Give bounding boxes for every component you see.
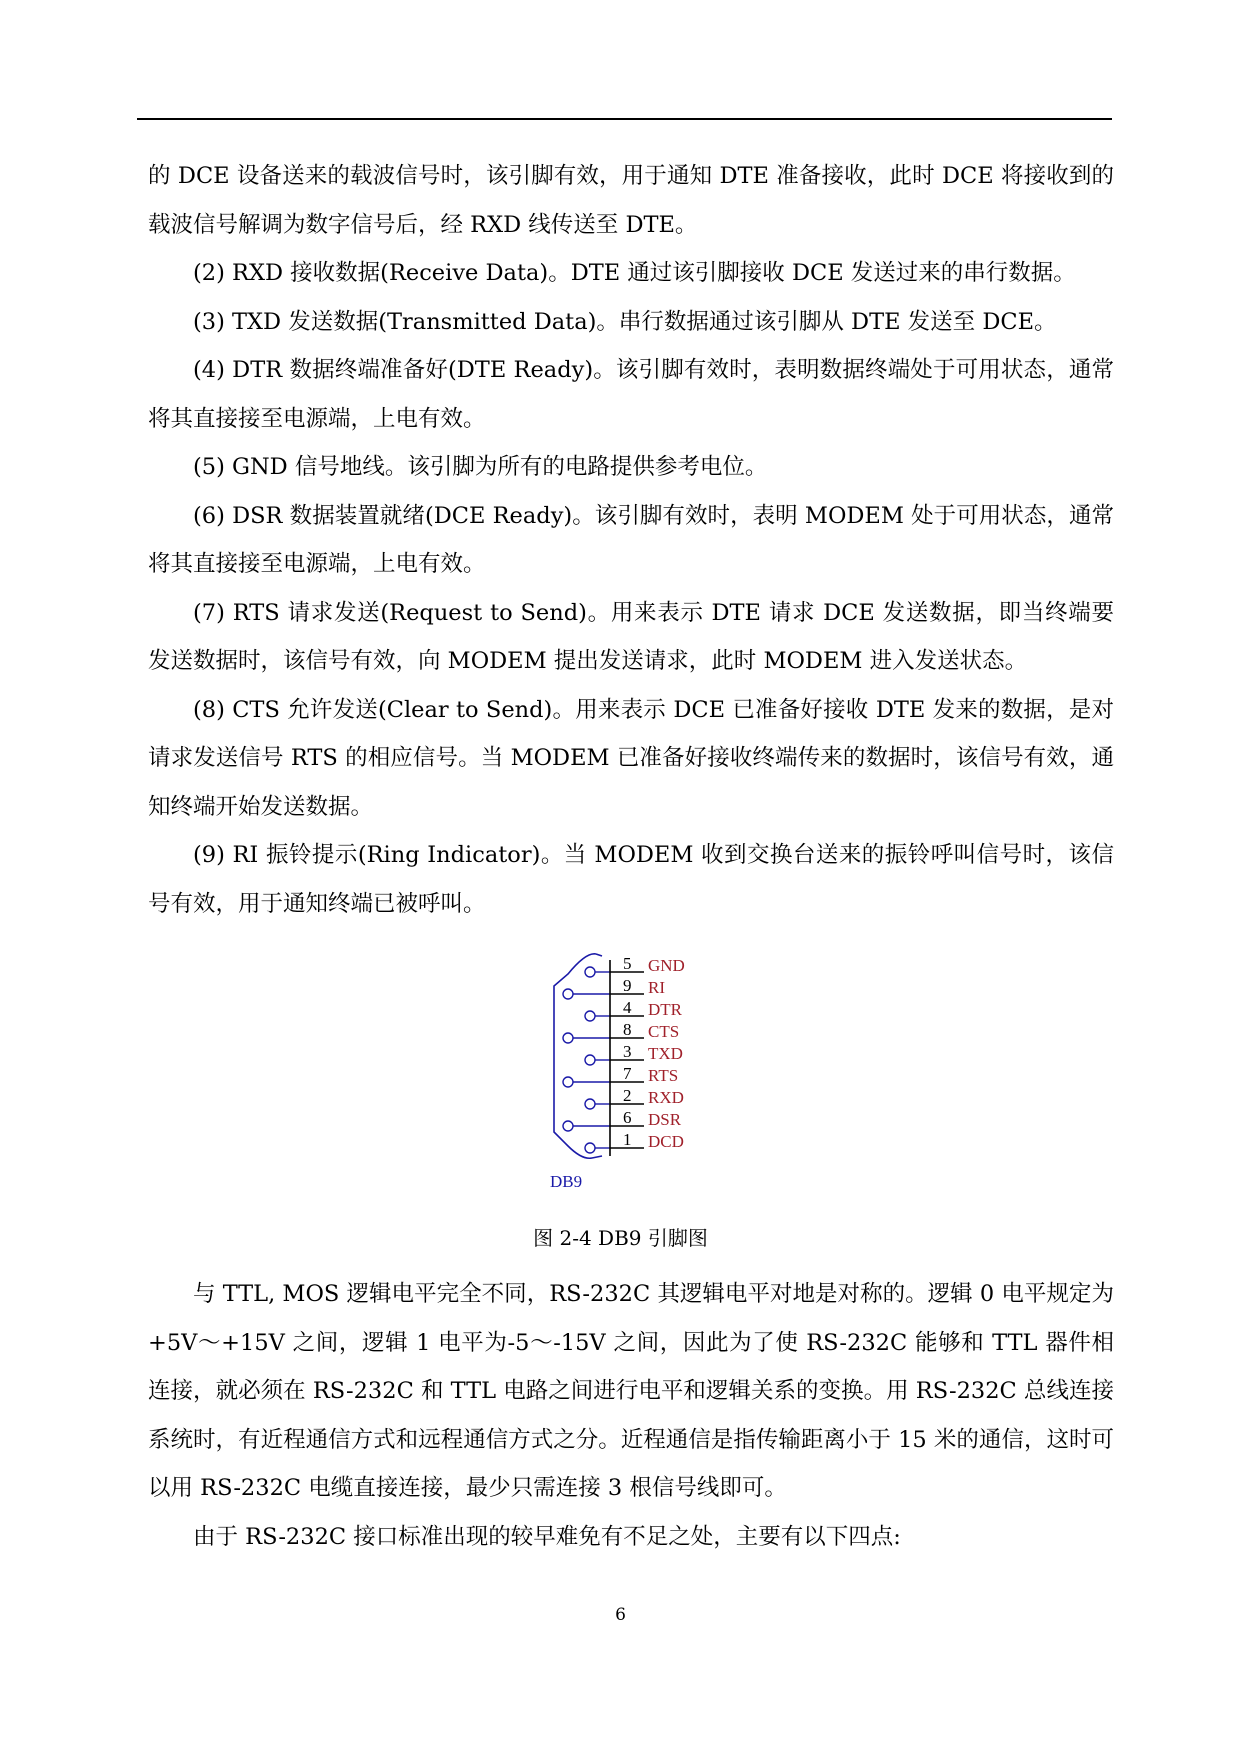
pin-circle: [563, 1077, 573, 1087]
body-text-bottom: [148, 1270, 1114, 1561]
pin-signal-label: DSR: [648, 1110, 682, 1129]
pin-signal-label: RXD: [648, 1088, 684, 1107]
pin-signal-label: TXD: [648, 1044, 683, 1063]
paragraph: 由于 RS-232C 接口标准出现的较早难免有不足之处，主要有以下四点:: [193, 1523, 901, 1550]
pin-number: 9: [623, 976, 632, 995]
pin-signal-label: RI: [648, 978, 665, 997]
pin-signal-label: DCD: [648, 1132, 684, 1151]
paragraph: 与 TTL, MOS 逻辑电平完全不同，RS-232C 其逻辑电平对地是对称的。逻辑 0 电平规定为+5V～+15V 之间，逻辑 1 电平为-5～-15V 之间，因此为了使 RS-232C 能够和 TTL 器件相连接，就必须在 RS-232C 和 TTL 电路之间进行电平和逻辑关系的变换。用 RS-232C 总线连接系统时，有近程通信方式和远程通信方式之分。近程通信是指传输距离小于 15 米的通信，这时可以用 RS-232C 电缆直接连接，最少只需连接 3 根信号线即可。: [148, 1281, 1114, 1501]
pin-circle: [585, 1099, 595, 1109]
pin-signal-label: RTS: [648, 1066, 679, 1085]
db9-figure: [548, 950, 708, 1210]
paragraph: (2) RXD 接收数据(Receive Data)。DTE 通过该引脚接收 DCE 发送过来的串行数据。: [193, 260, 1076, 286]
pin-number: 8: [623, 1020, 632, 1039]
pin-circle: [585, 1143, 595, 1153]
pin-circle: [563, 1121, 573, 1131]
pin-number: 1: [623, 1130, 632, 1149]
pin-circle: [585, 1011, 595, 1021]
paragraph: (8) CTS 允许发送(Clear to Send)。用来表示 DCE 已准备好接收 DTE 发来的数据，是对请求发送信号 RTS 的相应信号。当 MODEM 已准备好接收终端传来的数据时，该信号有效，通知终端开始发送数据。: [148, 696, 1114, 820]
pin-signal-label: CTS: [648, 1022, 680, 1041]
paragraph: (4) DTR 数据终端准备好(DTE Ready)。该引脚有效时，表明数据终端处于可用状态，通常将其直接接至电源端，上电有效。: [148, 357, 1114, 432]
paragraph: 的 DCE 设备送来的载波信号时，该引脚有效，用于通知 DTE 准备接收，此时 DCE 将接收到的载波信号解调为数字信号后，经 RXD 线传送至 DTE。: [148, 163, 1114, 238]
connector-label: DB9: [550, 1172, 583, 1191]
pin-number: 3: [623, 1042, 632, 1061]
pin-circle: [585, 967, 595, 977]
pin-circle: [585, 1055, 595, 1065]
paragraph: (3) TXD 发送数据(Transmitted Data)。串行数据通过该引脚从 DTE 发送至 DCE。: [193, 308, 1057, 335]
pin-circle: [563, 1033, 573, 1043]
pin-circle: [563, 989, 573, 999]
paragraph: (7) RTS 请求发送(Request to Send)。用来表示 DTE 请求 DCE 发送数据，即当终端要发送数据时，该信号有效，向 MODEM 提出发送请求，此时 MODEM 进入发送状态。: [148, 599, 1114, 674]
connector-shell: [554, 954, 602, 1158]
pin-number: 6: [623, 1108, 632, 1127]
body-text-top: [148, 152, 1114, 928]
paragraph: (9) RI 振铃提示(Ring Indicator)。当 MODEM 收到交换台送来的振铃呼叫信号时，该信号有效，用于通知终端已被呼叫。: [148, 842, 1114, 917]
pin-number: 5: [623, 954, 632, 973]
figure-caption: 图 2-4 DB9 引脚图: [533, 1226, 708, 1250]
header-rule: [137, 118, 1112, 120]
pin-number: 2: [623, 1086, 632, 1105]
connector-shell-end: [596, 954, 602, 956]
pin-signal-label: DTR: [648, 1000, 682, 1019]
pin-number: 4: [623, 998, 632, 1017]
paragraph: (5) GND 信号地线。该引脚为所有的电路提供参考电位。: [193, 454, 768, 480]
pin-signal-label: GND: [648, 956, 685, 975]
paragraph: (6) DSR 数据装置就绪(DCE Ready)。该引脚有效时，表明 MODEM 处于可用状态，通常将其直接接至电源端，上电有效。: [148, 502, 1114, 577]
page-number: 6: [615, 1605, 626, 1625]
pin-number: 7: [623, 1064, 632, 1083]
db9-diagram: [548, 950, 708, 1210]
